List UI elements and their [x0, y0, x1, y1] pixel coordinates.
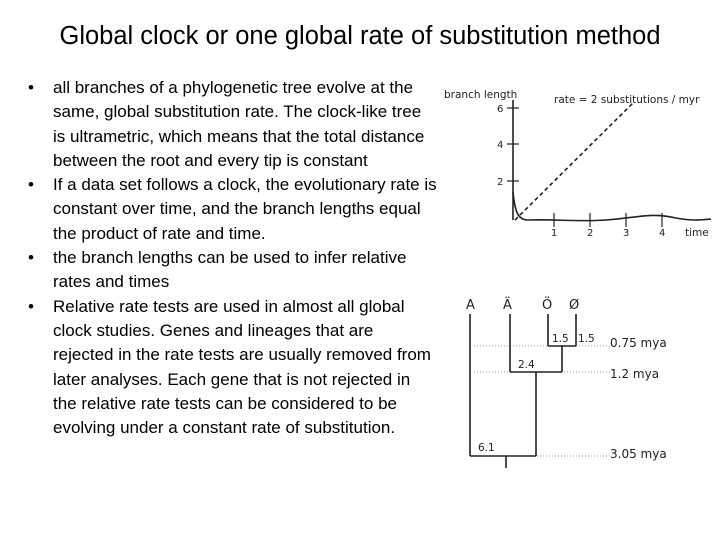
time-axis-curve: [513, 192, 711, 221]
bullet-item: • all branches of a phylogenetic tree evolve at the same, global substitution rate. The clock-like tree is ultrametric, which means that the total distance between the root and every tip is constant: [28, 76, 438, 173]
x-tick-label: 1: [551, 228, 558, 239]
y-tick-label: 2: [497, 177, 504, 188]
x-tick-label: 2: [587, 228, 594, 239]
x-tick-label: 4: [659, 228, 666, 239]
branch-length-label: 1.5: [552, 333, 569, 345]
rate-graph-rate-label: rate = 2 substitutions / myr: [554, 94, 700, 106]
y-tick-label: 6: [497, 104, 504, 115]
age-label: 3.05 mya: [610, 447, 667, 461]
age-label: 1.2 mya: [610, 367, 660, 381]
bullet-list: [28, 76, 438, 440]
taxon-label: A: [466, 298, 475, 313]
branch-length-label: 2.4: [518, 359, 535, 371]
slide-title: Global clock or one global rate of substitution method: [59, 22, 661, 50]
rate-graph-xlabel: time: [685, 227, 709, 239]
rate-graph-svg: [436, 72, 716, 247]
tree-figure: [460, 290, 716, 475]
bullet-item: • If a data set follows a clock, the evolutionary rate is constant over time, and the branch lengths equal the product of rate and time.: [28, 173, 438, 246]
taxon-label: Ø: [569, 298, 580, 313]
rate-graph-ylabel: branch length: [444, 89, 518, 101]
taxon-label: Ö: [542, 298, 553, 313]
bullet-item: • Relative rate tests are used in almost all global clock studies. Genes and lineages that are rejected in the rate tests are usually removed from later analyses. Each gene that is not rejected in the relative rate tests can be considered to be evolving under a constant rate of substitution.: [28, 295, 438, 441]
y-tick-label: 4: [497, 140, 504, 151]
bullet-item: • the branch lengths can be used to infer relative rates and times: [28, 246, 438, 295]
taxon-label: Ä: [503, 298, 512, 313]
branch-length-label: 6.1: [478, 442, 495, 454]
x-tick-label: 3: [623, 228, 630, 239]
rate-line: [515, 102, 634, 220]
tree-svg: [460, 290, 716, 475]
age-label: 0.75 mya: [610, 336, 667, 350]
branch-length-label: 1.5: [578, 333, 595, 345]
rate-graph-figure: [436, 72, 716, 247]
